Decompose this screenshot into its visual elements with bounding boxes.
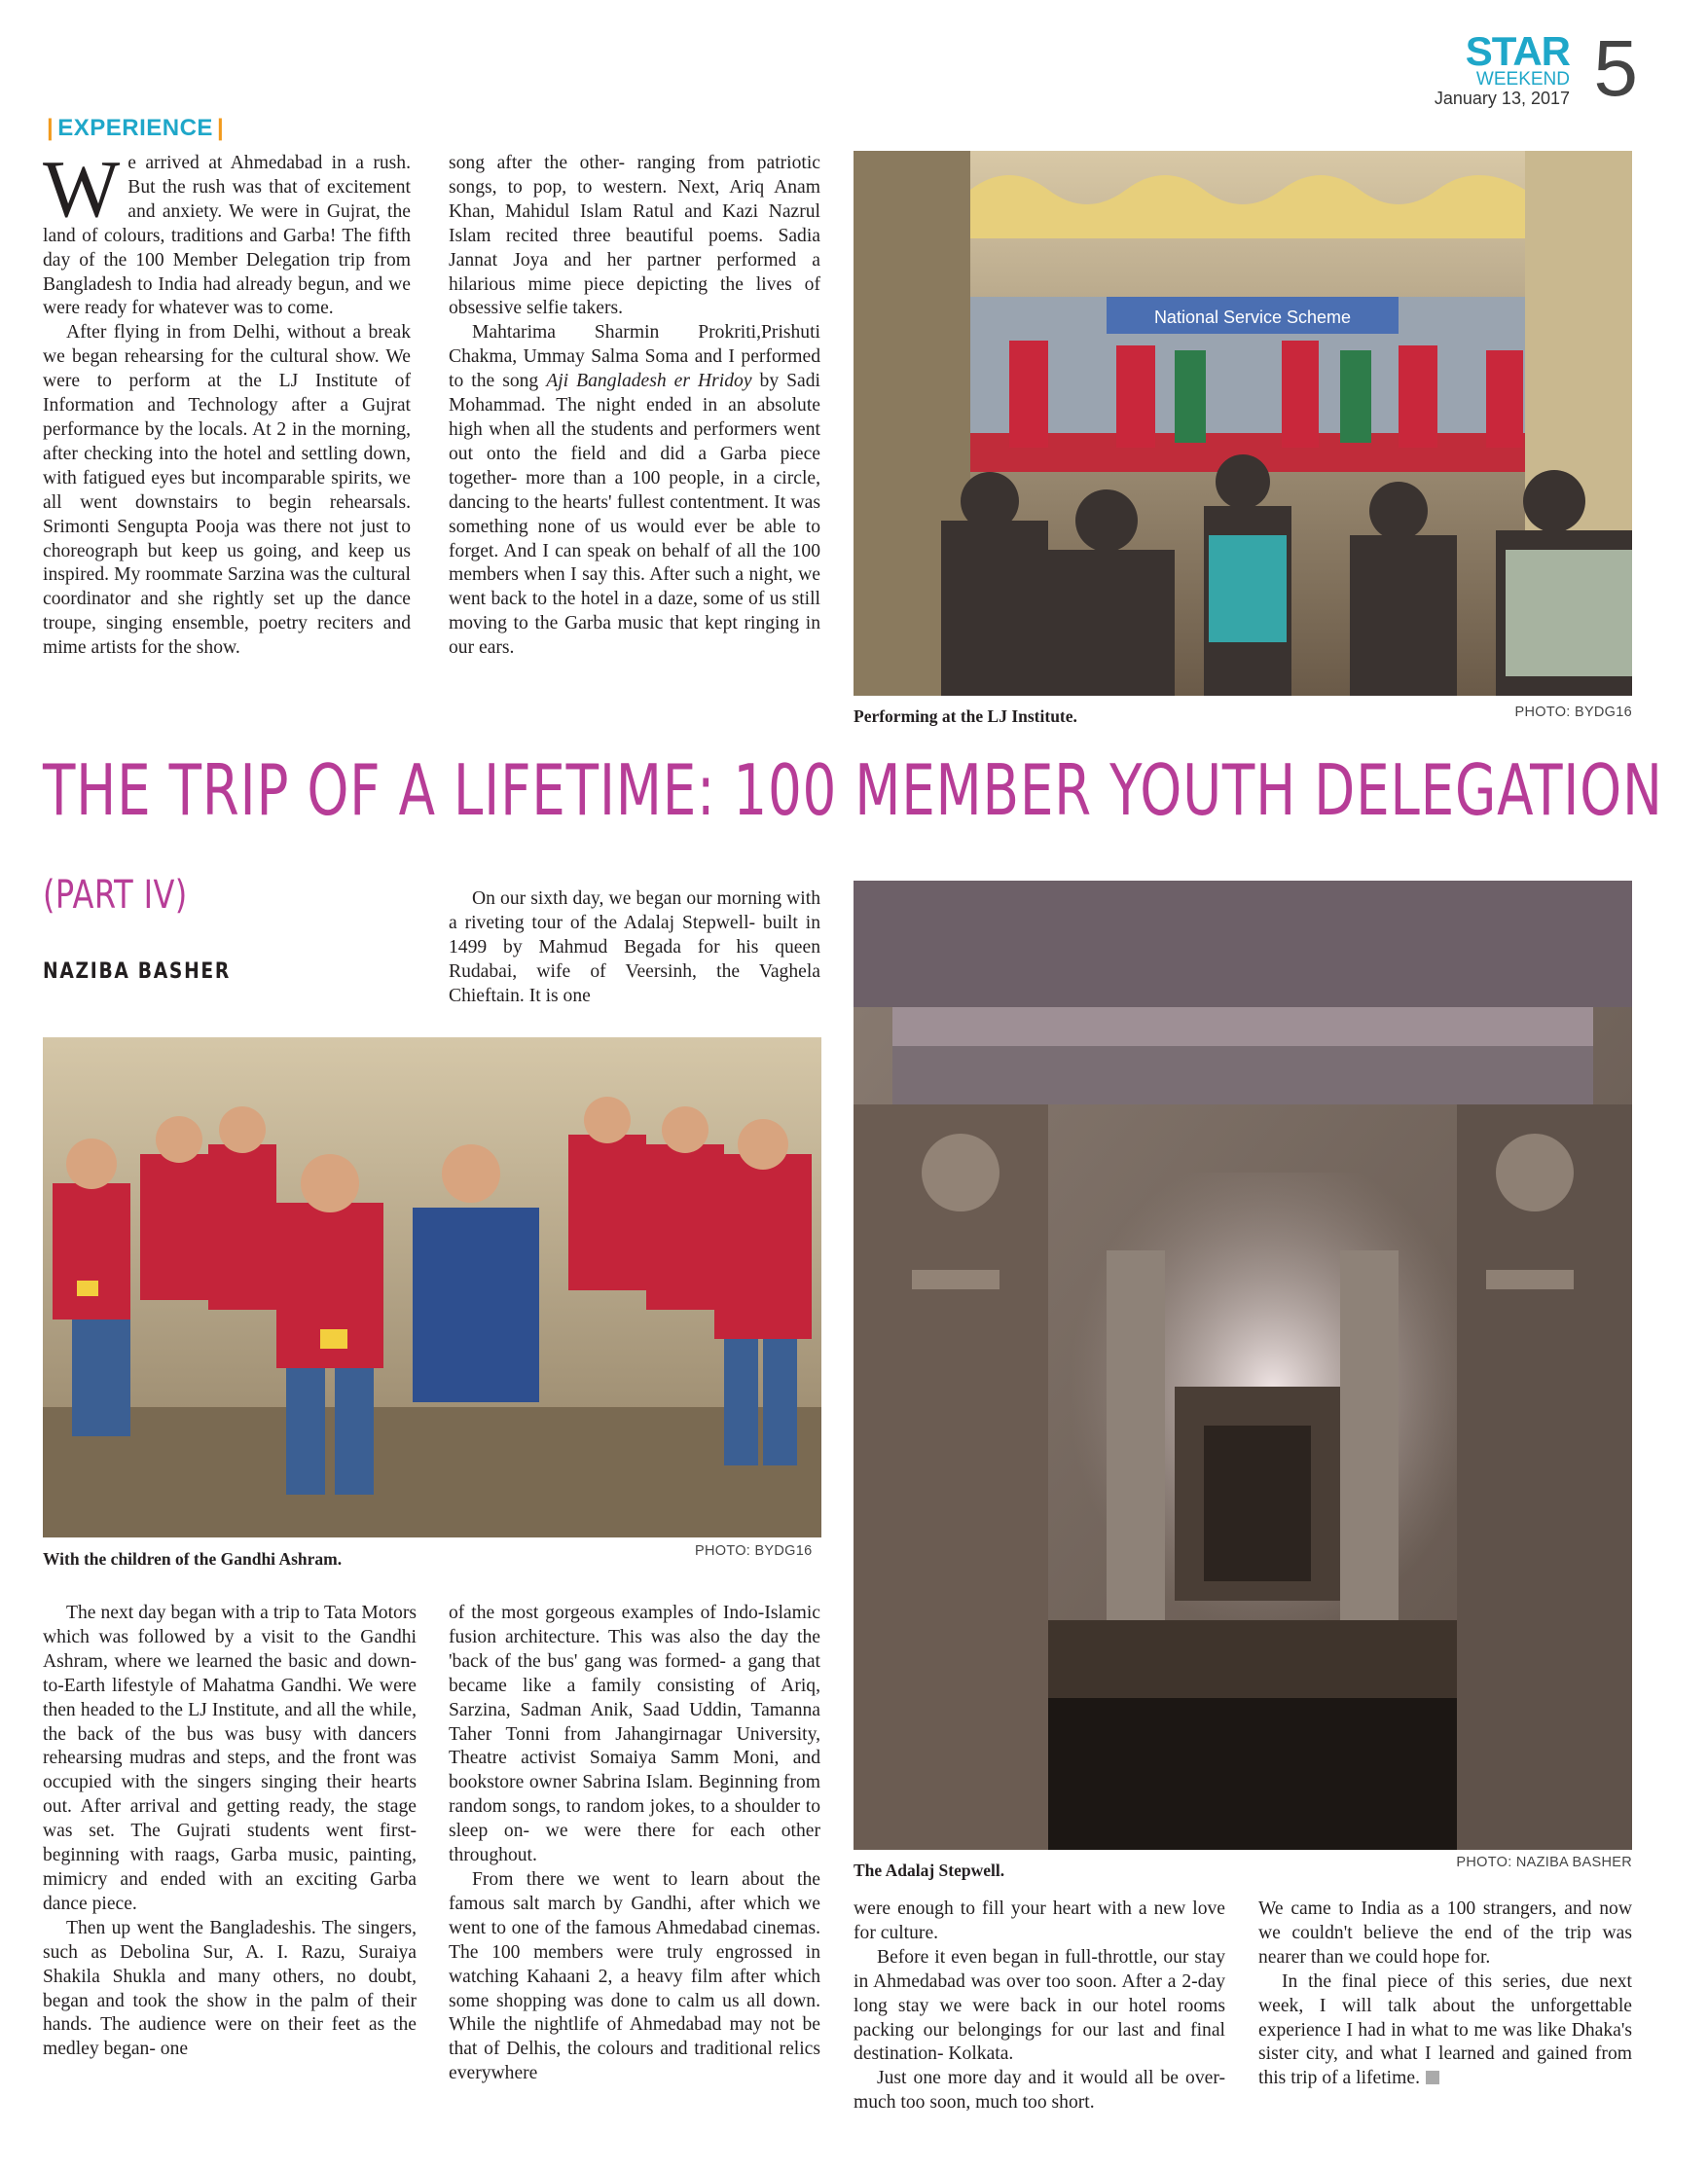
paragraph: were enough to fill your heart with a new love for culture. <box>854 1898 1225 1943</box>
adalaj-stepwell-photo <box>854 881 1632 1850</box>
paragraph: In the final piece of this series, due next week, I will talk about the unforgettable experience I had in what to me was like Dhaka's sister city, and what I learned and gained from this trip of a lifetime. <box>1258 1970 1632 2089</box>
paragraph: Before it even began in full-throttle, our stay in Ahmedabad was over too soon. After a 2-day long stay we were back in our hotel rooms packing our belongings for our last and final destination- Kolkata. <box>854 1946 1225 2065</box>
masthead <box>1404 24 1638 117</box>
section-tag-label: EXPERIENCE <box>57 115 213 141</box>
article-column-1 <box>43 144 411 661</box>
article-column-lower-4 <box>1258 1898 1632 2091</box>
paragraph: On our sixth day, we began our morning with a riveting tour of the Adalaj Stepwell- built in 1499 by Mahmud Begada for his queen Rudabai, wife of Veersinh, the Vaghela Chieftain. It is one <box>449 888 820 1006</box>
section-tag: | EXPERIENCE | <box>47 115 225 141</box>
stage-photo-caption: Performing at the LJ Institute. <box>854 706 1077 726</box>
paragraph: After flying in from Delhi, without a break we began rehearsing for the cultural show. We were to perform at the LJ Institute of Information and Technology after a Gujrat performance by the locals. At 2 in the morning, after checking into the hotel and settling down, with fatigued eyes but incomparable spirits, we all went downstairs to begin rehearsals. Srimonti Sengupta Pooja was there not just to choreograph but keep us going, and keep us inspired. My roommate Sarzina was the cultural coordinator and she rightly set up the dance troupe, singing ensemble, poetry reciters and mime artists for the show. <box>43 322 411 659</box>
article-headline: THE TRIP OF A LIFETIME: 100 MEMBER YOUTH DELEGATION <box>43 749 1663 831</box>
paragraph: Mahtarima Sharmin Prokriti,Prishuti Chakma, Ummay Salma Soma and I performed to the song Aji Bangladesh er Hridoy by Sadi Mohammad. The night ended in an absolute high when all the students and performers went out onto the field and did a Garba piece together- more than a 100 people, in a circle, dancing to the hearts' fullest contentment. It was something none of us would ever be able to forget. And I can speak on behalf of all the 100 members when I say this. After such a night, we went back to the hotel in a daze, some of us still moving to the Garba music that kept ringing in our ears. <box>449 322 820 659</box>
article-column-2 <box>449 152 820 661</box>
paragraph: From there we went to learn about the famous salt march by Gandhi, after which we went to one of the famous Ahmedabad cinemas. The 100 members were truly engrossed in watching Kahaani 2, a heavy film after which some shopping was done to calm us all down. While the nightlife of Ahmedabad may not be that of Delhis, the colours and traditional relics everywhere <box>449 1868 820 2084</box>
issue-date: January 13, 2017 <box>1434 89 1570 108</box>
stepwell-photo-caption: The Adalaj Stepwell. <box>854 1861 1005 1880</box>
paragraph: Then up went the Bangladeshis. The singers, such as Debolina Sur, A. I. Razu, Suraiya Shakila Shukla and many others, no doubt, began and took the show in the palm of their hands. The audience were on their feet as the medley began- one <box>43 1917 417 2060</box>
children-photo-caption: With the children of the Gandhi Ashram. <box>43 1549 343 1569</box>
paragraph: We arrived at Ahmedabad in a rush. But the rush was that of excitement and anxiety. We were in Gujrat, the land of colours, traditions and Garba! The fifth day of the 100 Member Delegation trip from Bangladesh to India had already begun, and we were ready for whatever was to come. <box>43 144 411 319</box>
article-column-2-middle <box>449 887 820 1009</box>
drop-cap: W <box>43 144 121 235</box>
paragraph: The next day began with a trip to Tata Motors which was followed by a visit to the Gandhi Ashram, where we learned the basic and down-to-Earth lifestyle of Mahatma Gandhi. We were then headed to the LJ Institute, and all the while, the back of the bus was busy with dancers rehearsing mudras and steps, and the front was occupied with the singers singing their hearts out. After arrival and getting ready, the stage was set. The Gujrati students went first- beginning with raags, Garba music, painting, mimicry and ended with an exciting Garba dance piece. <box>43 1603 417 1914</box>
end-mark-icon <box>1426 2071 1439 2084</box>
page-number: 5 <box>1593 24 1638 113</box>
article-part: (PART IV) <box>43 873 188 918</box>
article-column-lower-1 <box>43 1602 417 2062</box>
stage-banner-text: National Service Scheme <box>1153 307 1352 327</box>
stage-performance-photo <box>854 151 1632 696</box>
byline: NAZIBA BASHER <box>43 959 232 984</box>
paragraph: of the most gorgeous examples of Indo-Islamic fusion architecture. This was also the day the 'back of the bus' gang was formed- a gang that became like a family consisting of Ariq, Sarzina, Sadman Anik, Saad Uddin, Tamanna Taher Tonni from Jahangirnagar University, Theatre activist Somaiya Samm Moni, and bookstore owner Sabrina Islam. Beginning from random songs, to random jokes, to a shoulder to sleep on- we were there for each other throughout. <box>449 1603 820 1866</box>
masthead-sub-brand: WEEKEND <box>1475 69 1570 90</box>
stage-photo-credit: PHOTO: BYDG16 <box>1514 705 1632 720</box>
paragraph: song after the other- ranging from patriotic songs, to pop, to western. Next, Ariq Anam Khan, Mahidul Islam Ratul and Kazi Nazrul Islam recited three beautiful poems. Sadia Jannat Joya and her partner performed a hilarious mime piece depicting the lives of obsessive selfie takers. <box>449 153 820 319</box>
article-column-lower-2 <box>449 1602 820 2086</box>
article-column-lower-3 <box>854 1898 1225 2115</box>
gandhi-ashram-children-photo <box>43 1037 821 1537</box>
paragraph: We came to India as a 100 strangers, and now we couldn't believe the end of the trip was nearer than we could hope for. <box>1258 1898 1632 1968</box>
paragraph: Just one more day and it would all be over- much too soon, much too short. <box>854 2068 1225 2114</box>
stepwell-photo-credit: PHOTO: NAZIBA BASHER <box>1456 1855 1632 1870</box>
song-title: Aji Bangladesh er Hridoy <box>546 371 752 392</box>
children-photo-credit: PHOTO: BYDG16 <box>695 1543 813 1559</box>
masthead-brand: STAR <box>1465 28 1570 74</box>
